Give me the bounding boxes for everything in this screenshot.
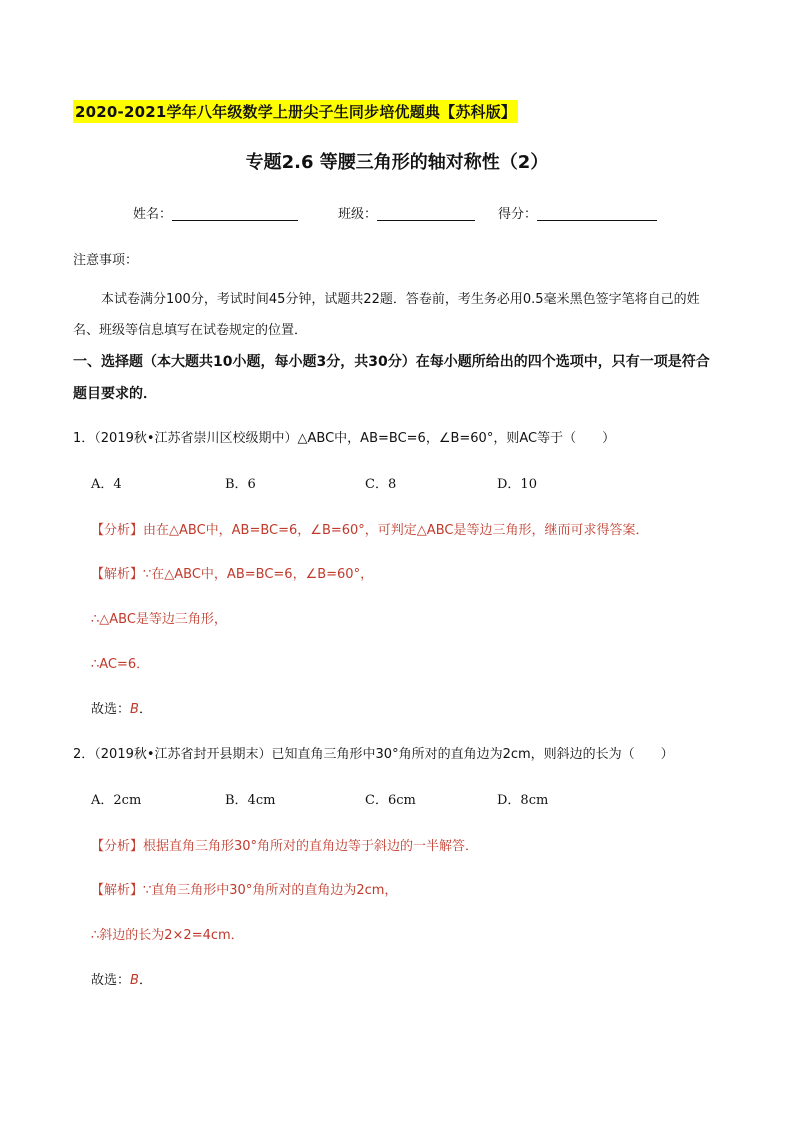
- q2-answer-prefix: 故选：: [91, 973, 131, 988]
- name-line[interactable]: [172, 206, 298, 221]
- q1-analysis: 【分析】由在△ABC中，AB=BC=6，∠B=60°，可判定△ABC是等边三角形，继而可求得答案．: [91, 523, 649, 538]
- name-field[interactable]: [133, 203, 298, 222]
- question-1-stem: 1．（2019秋•江苏省崇川区校级期中）△ABC中，AB=BC=6，∠B=60°，则AC等于（ ）: [73, 431, 616, 446]
- question-2-stem: 2．（2019秋•江苏省封开县期末）已知直角三角形中30°角所对的直角边为2cm，则斜边的长为（ ）: [73, 747, 674, 762]
- q1-solution-line-1: 【解析】∵在△ABC中，AB=BC=6，∠B=60°，: [91, 567, 374, 582]
- q2-answer-letter: B: [130, 973, 139, 988]
- q2-answer: [91, 969, 152, 988]
- q2-option-a: A．2cm: [91, 793, 142, 808]
- q2-answer-suffix: ．: [138, 973, 152, 988]
- score-field[interactable]: [498, 203, 657, 222]
- class-label: 班级：: [338, 207, 378, 222]
- q2-option-b: B．4cm: [225, 793, 276, 808]
- q1-answer-prefix: 故选：: [91, 702, 131, 717]
- score-label: 得分：: [498, 207, 538, 222]
- q2-option-c: C．6cm: [365, 793, 416, 808]
- name-label: 姓名：: [133, 207, 173, 222]
- q1-answer-suffix: ．: [138, 702, 152, 717]
- section-title: 一、选择题（本大题共10小题，每小题3分，共30分）在每小题所给出的四个选项中，只有一项是符合题目要求的．: [73, 354, 710, 402]
- q1-solution-line-2: ∴△ABC是等边三角形，: [91, 612, 227, 627]
- notice-body: 本试卷满分100分，考试时间45分钟，试题共22题．答卷前，考生务必用0.5毫米黑色签字笔将自己的姓名、班级等信息填写在试卷规定的位置．: [73, 292, 700, 338]
- page-title: 专题2.6 等腰三角形的轴对称性（2）: [245, 152, 549, 173]
- class-field[interactable]: [338, 203, 475, 222]
- q2-analysis: 【分析】根据直角三角形30°角所对的直角边等于斜边的一半解答．: [91, 839, 479, 854]
- q2-solution-line-1: 【解析】∵直角三角形中30°角所对的直角边为2cm，: [91, 883, 398, 898]
- header-banner: 2020-2021学年八年级数学上册尖子生同步培优题典【苏科版】: [73, 100, 518, 123]
- q1-answer-letter: B: [130, 702, 139, 717]
- q1-solution-line-3: ∴AC=6．: [91, 657, 150, 672]
- q1-option-b: B．6: [225, 477, 256, 492]
- q1-option-a: A．4: [91, 477, 122, 492]
- q1-answer: [91, 698, 152, 717]
- q2-solution-line-2: ∴斜边的长为2×2=4cm．: [91, 928, 244, 943]
- notice-title: 注意事项：: [73, 253, 139, 268]
- q1-option-c: C．8: [365, 477, 397, 492]
- q1-option-d: D．10: [497, 477, 537, 492]
- score-line[interactable]: [537, 206, 657, 221]
- class-line[interactable]: [377, 206, 475, 221]
- q2-option-d: D．8cm: [497, 793, 549, 808]
